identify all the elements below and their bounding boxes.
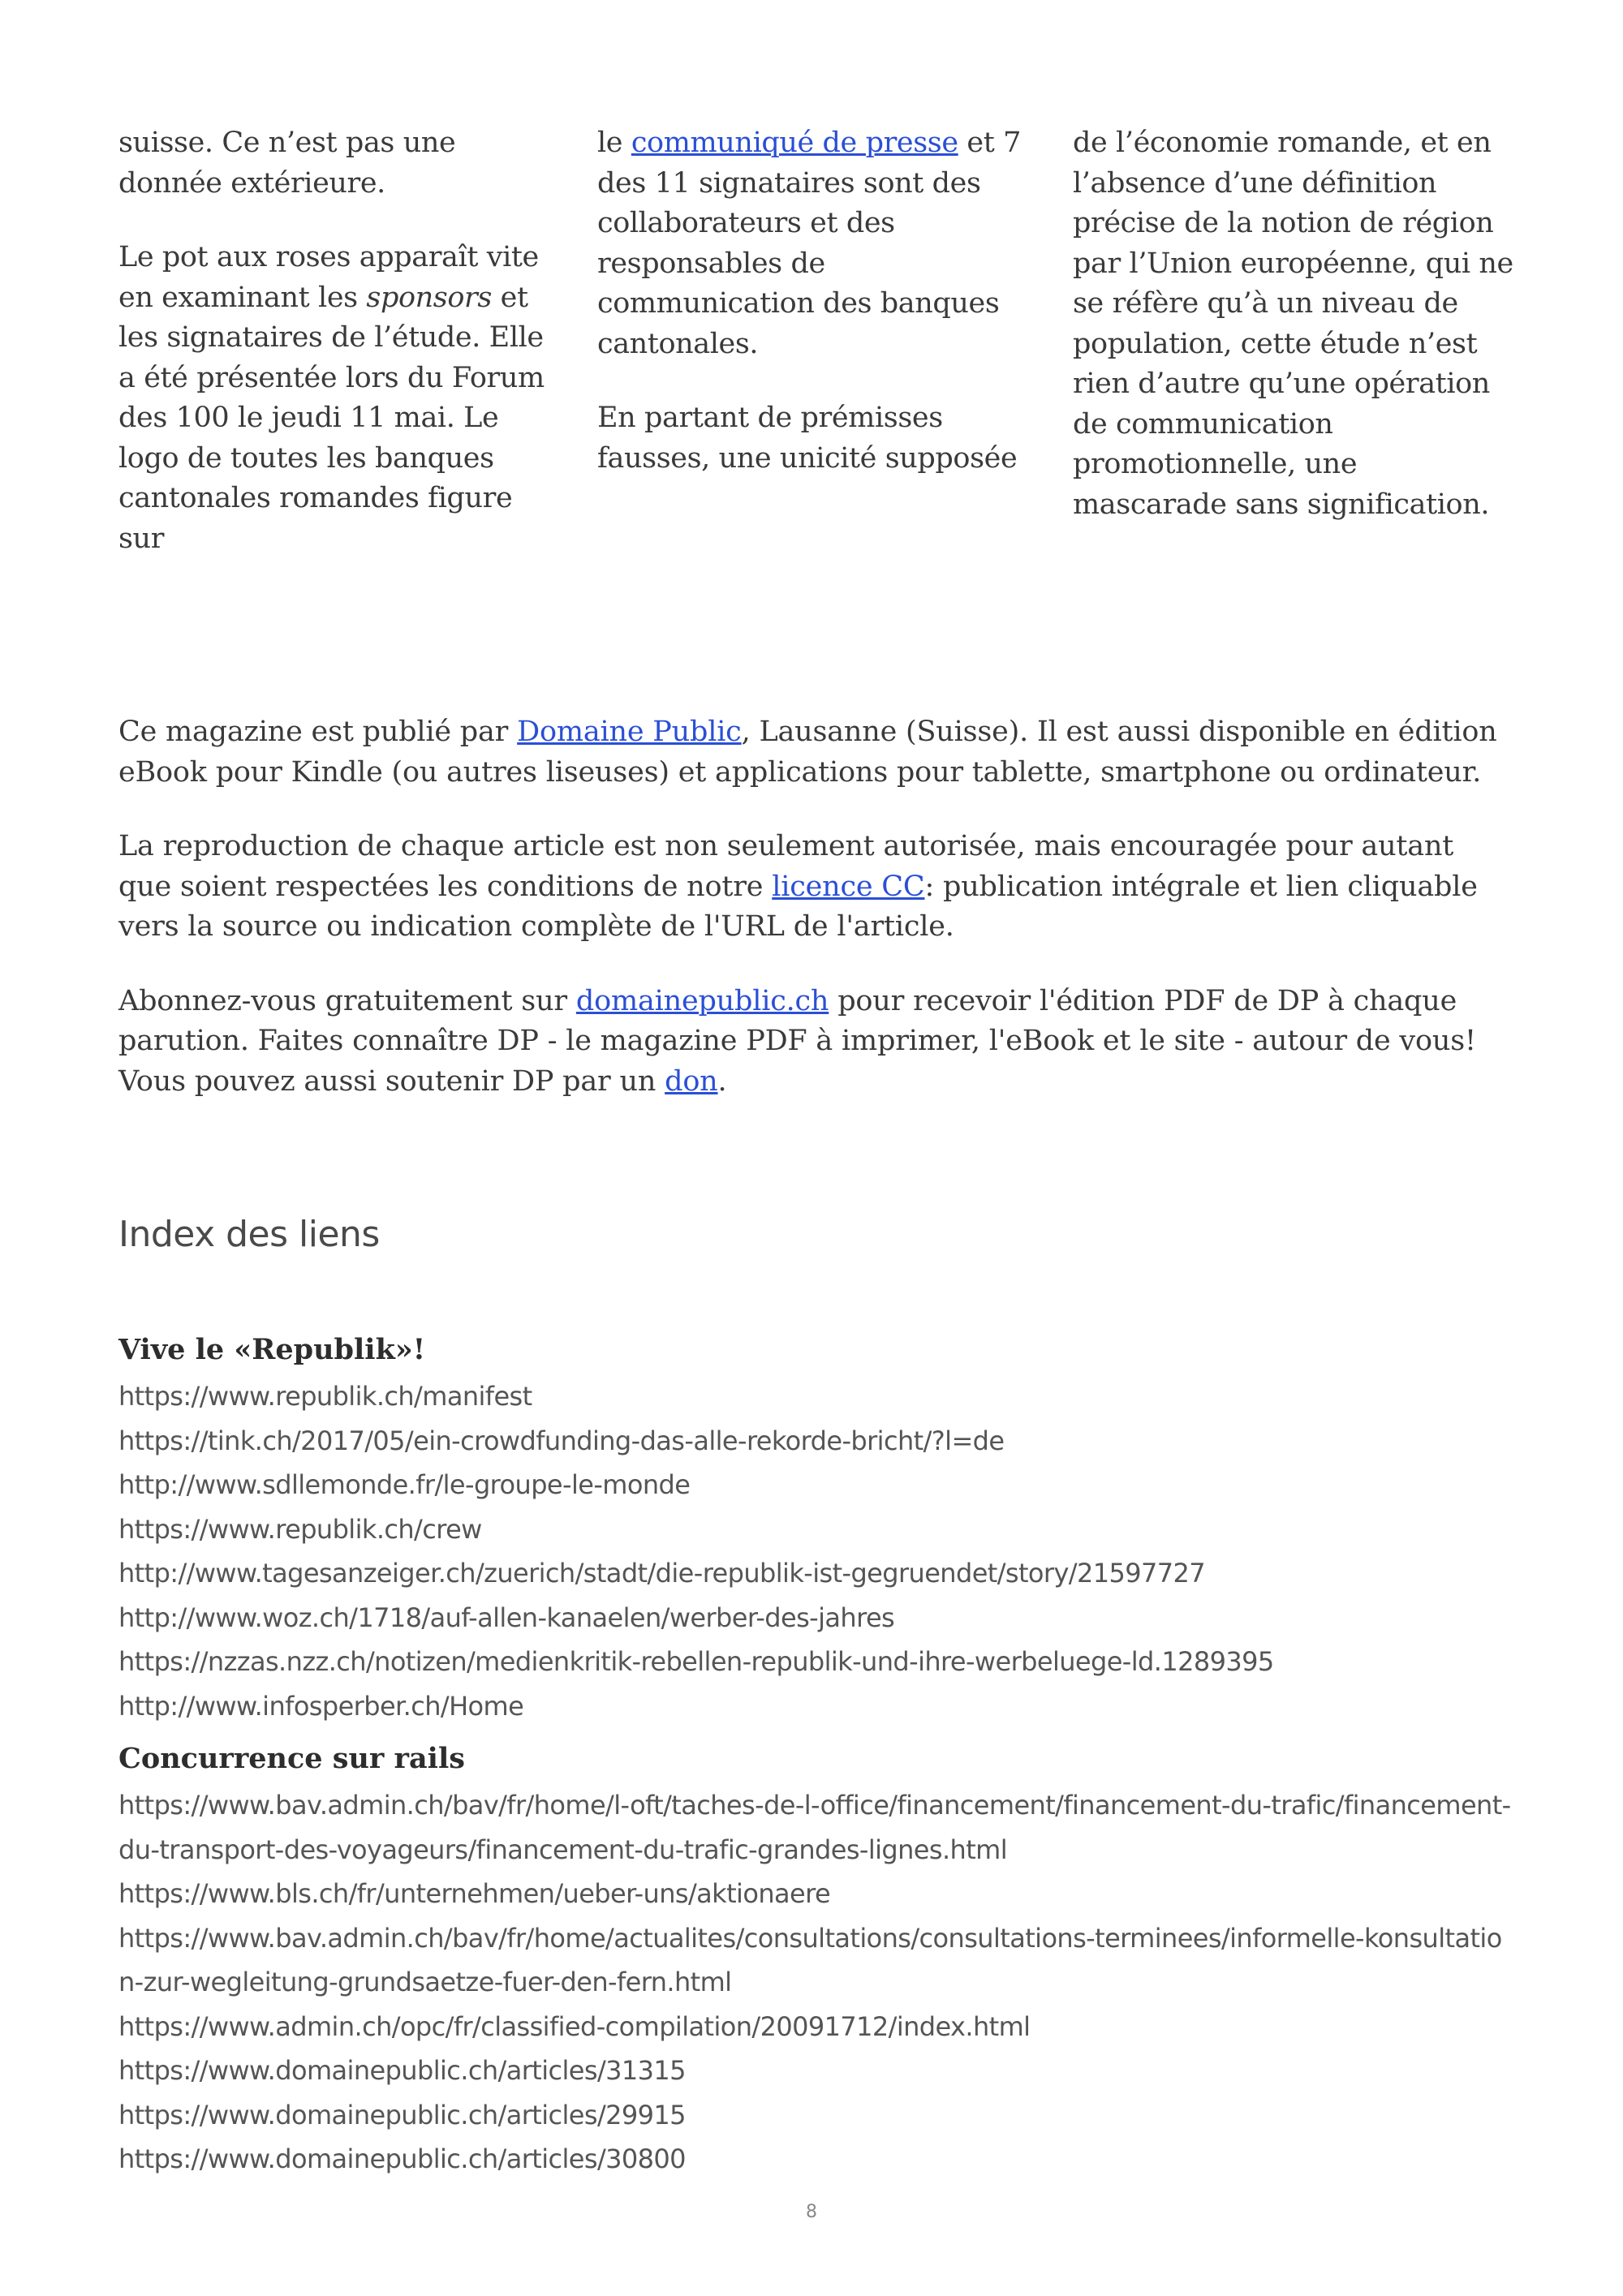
url-link[interactable]: https://www.republik.ch/manifest — [118, 1381, 532, 1412]
text: En partant de prémisses fausses, une unicité supposée — [597, 402, 1018, 475]
column-3 — [1073, 123, 1515, 559]
url-link[interactable]: https://www.bls.ch/fr/unternehmen/ueber-uns/aktionaere — [118, 1878, 831, 1909]
url-link[interactable]: http://www.woz.ch/1718/auf-allen-kanaelen/werber-des-jahres — [118, 1602, 895, 1633]
paragraph — [597, 123, 1040, 364]
footer-paragraph — [118, 827, 1511, 948]
text: Abonnez-vous gratuitement sur — [118, 984, 576, 1017]
paragraph — [118, 238, 561, 559]
group-title: Vive le «Republik»! — [118, 1333, 426, 1366]
text: pour recevoir l'édition PDF de DP à chaque parution. Faites connaître DP - le magazine PDF à imprimer, l'eBook et le site - autour de vous! Vous pouvez aussi soutenir DP par un — [118, 984, 1476, 1098]
index-title: Index des liens — [118, 1214, 380, 1255]
domainepublic-link[interactable]: domainepublic.ch — [575, 984, 829, 1017]
text: , Lausanne (Suisse). Il est aussi disponible en édition eBook pour Kindle (ou autres liseuses) et applications pour tablette, smartphone ou ordinateur. — [118, 716, 1497, 789]
text: : publication intégrale et lien cliquable vers la source ou indication complète de l'URL de l'article. — [118, 870, 1478, 943]
url-link[interactable]: https://www.republik.ch/crew — [118, 1513, 482, 1545]
page-number: 8 — [806, 2202, 817, 2222]
text: et les signataires de l’étude. Elle a été présentée lors du Forum des 100 le jeudi 11 mai. Le logo de toutes les banques cantonales romandes figure sur — [118, 281, 545, 555]
url-link[interactable]: https://nzzas.nzz.ch/notizen/medienkritik-rebellen-republik-und-ihre-werbeluege-ld.1289395 — [118, 1646, 1274, 1677]
paragraph — [597, 398, 1040, 479]
text: Le pot aux roses apparaît vite en examinant les — [118, 241, 539, 314]
paragraph — [118, 123, 561, 204]
group-title: Concurrence sur rails — [118, 1742, 465, 1775]
link-index — [118, 1331, 1511, 2193]
url-link[interactable]: https://www.domainepublic.ch/articles/31315 — [118, 2055, 686, 2086]
text: le — [597, 127, 631, 159]
footer-paragraph — [118, 712, 1511, 793]
url-link[interactable]: https://www.domainepublic.ch/articles/29915 — [118, 2099, 686, 2130]
press-release-link[interactable]: communiqué de presse — [631, 127, 958, 159]
url-link[interactable]: https://tink.ch/2017/05/ein-crowdfunding-das-alle-rekorde-bricht/?l=de — [118, 1425, 1005, 1456]
text: et 7 des 11 signataires sont des collaborateurs et des responsables de communication des banques cantonales. — [597, 127, 1021, 360]
link-group — [118, 1331, 1511, 1728]
link-group — [118, 1739, 1511, 2182]
publication-footer — [118, 712, 1511, 1136]
column-1 — [118, 123, 561, 593]
url-link[interactable]: http://www.tagesanzeiger.ch/zuerich/stadt/die-republik-ist-gegruendet/story/21597727 — [118, 1558, 1206, 1589]
text: Ce magazine est publié par — [118, 716, 518, 748]
url-link[interactable]: http://www.sdllemonde.fr/le-groupe-le-monde — [118, 1469, 691, 1500]
text: La reproduction de chaque article est non seulement autorisée, mais encouragée pour autant que soient respectées les conditions de notre — [118, 830, 1454, 903]
emphasis-text: sponsors — [366, 281, 492, 314]
url-link[interactable]: https://www.bav.admin.ch/bav/fr/home/l-oft/taches-de-l-office/financement/financement-du-trafic/financement-du-transport-des-voyageurs/financement-du-trafic-grandes-lignes.html — [118, 1790, 1511, 1865]
licence-cc-link[interactable]: licence CC — [772, 870, 925, 903]
text: de l’économie romande, et en l’absence d’une définition précise de la notion de région par l’Union européenne, qui ne se réfère qu’à un niveau de population, cette étude n’est rien d’autre qu’une opération de communication promotionnelle, une mascarade sans signification. — [1073, 127, 1513, 521]
url-link[interactable]: https://www.admin.ch/opc/fr/classified-compilation/20091712/index.html — [118, 2010, 1031, 2042]
text: suisse. Ce n’est pas une donnée extérieure. — [118, 127, 456, 200]
url-link[interactable]: https://www.domainepublic.ch/articles/30800 — [118, 2143, 686, 2174]
url-link[interactable]: http://www.infosperber.ch/Home — [118, 1690, 524, 1722]
footer-paragraph — [118, 982, 1511, 1103]
donation-link[interactable]: don — [665, 1064, 718, 1098]
column-2 — [597, 123, 1040, 513]
domaine-public-link[interactable]: Domaine Public — [517, 716, 742, 748]
paragraph — [1073, 123, 1515, 525]
text: . — [717, 1064, 727, 1098]
url-link[interactable]: https://www.bav.admin.ch/bav/fr/home/actualites/consultations/consultations-terminees/informelle-konsultation-zur-wegleitung-grundsaetze-fuer-den-fern.html — [118, 1922, 1502, 1997]
